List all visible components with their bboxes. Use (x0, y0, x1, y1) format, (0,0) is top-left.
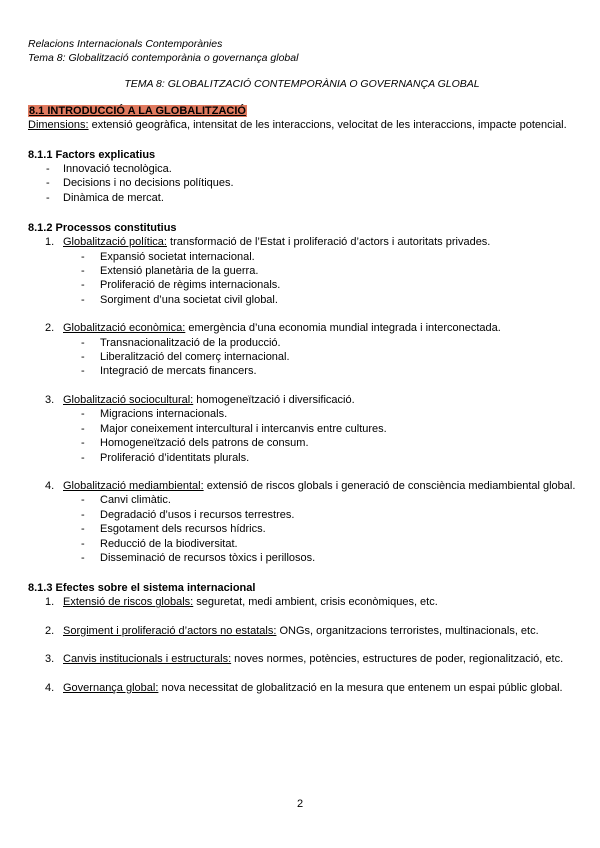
economic-sub-list (28, 336, 576, 379)
item-label: Globalització política: (63, 236, 167, 249)
processes-heading: 8.1.2 Processos constitutius (28, 222, 177, 235)
list-item: - Migracions internacionals. (28, 407, 576, 421)
item-text: homogeneïtzació i diversificació. (193, 393, 355, 406)
list-item: - Sorgiment d’una societat civil global. (28, 293, 576, 307)
list-item: - Liberalització del comerç internacional. (28, 350, 576, 364)
dimensions-text: extensió geogràfica, intensitat de les interaccions, velocitat de les interaccions, impacte potencial. (88, 119, 567, 131)
list-item: - Disseminació de recursos tòxics i perillosos. (28, 551, 576, 565)
page-number: 2 (296, 798, 304, 810)
item-label: Globalització sociocultural: (63, 393, 194, 406)
political-sub-list (28, 250, 576, 308)
process-item-economic (28, 321, 576, 335)
section-heading (28, 104, 576, 118)
list-item: - Dinàmica de mercat. (28, 191, 576, 205)
item-label: Globalització mediambiental: (63, 479, 204, 492)
item-number: 1. (45, 596, 55, 609)
item-number: 3. (45, 653, 55, 666)
effect-item (28, 681, 576, 695)
process-item-environmental (28, 479, 576, 493)
item-label: Globalització econòmica: (63, 322, 186, 335)
factors-heading: 8.1.1 Factors explicatius (28, 149, 156, 161)
item-label: Extensió de riscos globals: (63, 596, 194, 609)
document-title: TEMA 8: GLOBALITZACIÓ CONTEMPORÀNIA O GOVERNANÇA GLOBAL (124, 78, 480, 90)
item-number: 4. (45, 479, 55, 492)
list-item: - Homogeneïtzació dels patrons de consum. (28, 436, 576, 450)
list-item: - Integració de mercats financers. (28, 364, 576, 378)
factors-list (28, 162, 576, 205)
document-page (28, 37, 576, 695)
section-heading-text: 8.1 INTRODUCCIÓ A LA GLOBALITZACIÓ (29, 105, 246, 117)
list-item: - Extensió planetària de la guerra. (28, 264, 576, 278)
item-text: transformació de l’Estat i proliferació d’actors i autoritats privades. (166, 236, 491, 249)
process-item-political (28, 235, 576, 249)
item-number: 2. (45, 624, 55, 637)
running-header-course: Relacions Internacionals Contemporànies (28, 38, 223, 50)
item-text: ONGs, organitzacions terroristes, multinacionals, etc. (276, 624, 539, 637)
item-text: emergència d’una economia mundial integrada i interconectada. (185, 322, 501, 335)
running-header-topic: Tema 8: Globalització contemporània o governança global (28, 52, 299, 64)
environmental-sub-list (28, 493, 576, 565)
item-text: extensió de riscos globals i generació de consciència mediambiental global. (203, 479, 576, 492)
list-item: - Transnacionalització de la producció. (28, 336, 576, 350)
sociocultural-sub-list (28, 407, 576, 465)
item-text: noves normes, potències, estructures de poder, regionalització, etc. (231, 653, 564, 666)
item-number: 2. (45, 322, 55, 335)
effect-item (28, 624, 576, 638)
item-label: Governança global: (63, 681, 159, 694)
item-label: Canvis institucionals i estructurals: (63, 653, 232, 666)
effect-item (28, 652, 576, 666)
dimensions-label: Dimensions: (28, 119, 89, 131)
list-item: - Expansió societat internacional. (28, 250, 576, 264)
list-item: - Decisions i no decisions polítiques. (28, 176, 576, 190)
item-number: 1. (45, 236, 55, 249)
list-item: - Canvi climàtic. (28, 493, 576, 507)
effect-item (28, 595, 576, 609)
item-number: 3. (45, 393, 55, 406)
list-item: - Proliferació de règims internacionals. (28, 278, 576, 292)
effects-heading: 8.1.3 Efectes sobre el sistema internacional (28, 582, 256, 595)
list-item: - Esgotament dels recursos hídrics. (28, 522, 576, 536)
item-text: nova necessitat de globalització en la mesura que entenem un espai públic global. (158, 681, 563, 694)
list-item: - Proliferació d’identitats plurals. (28, 451, 576, 465)
item-number: 4. (45, 681, 55, 694)
list-item: - Major coneixement intercultural i intercanvis entre cultures. (28, 422, 576, 436)
list-item: - Innovació tecnològica. (28, 162, 576, 176)
item-text: seguretat, medi ambient, crisis econòmiques, etc. (193, 596, 438, 609)
list-item: - Degradació d’usos i recursos terrestres. (28, 508, 576, 522)
list-item: - Reducció de la biodiversitat. (28, 537, 576, 551)
process-item-sociocultural (28, 393, 576, 407)
item-label: Sorgiment i proliferació d’actors no estatals: (63, 624, 277, 637)
dimensions-paragraph (28, 118, 576, 132)
